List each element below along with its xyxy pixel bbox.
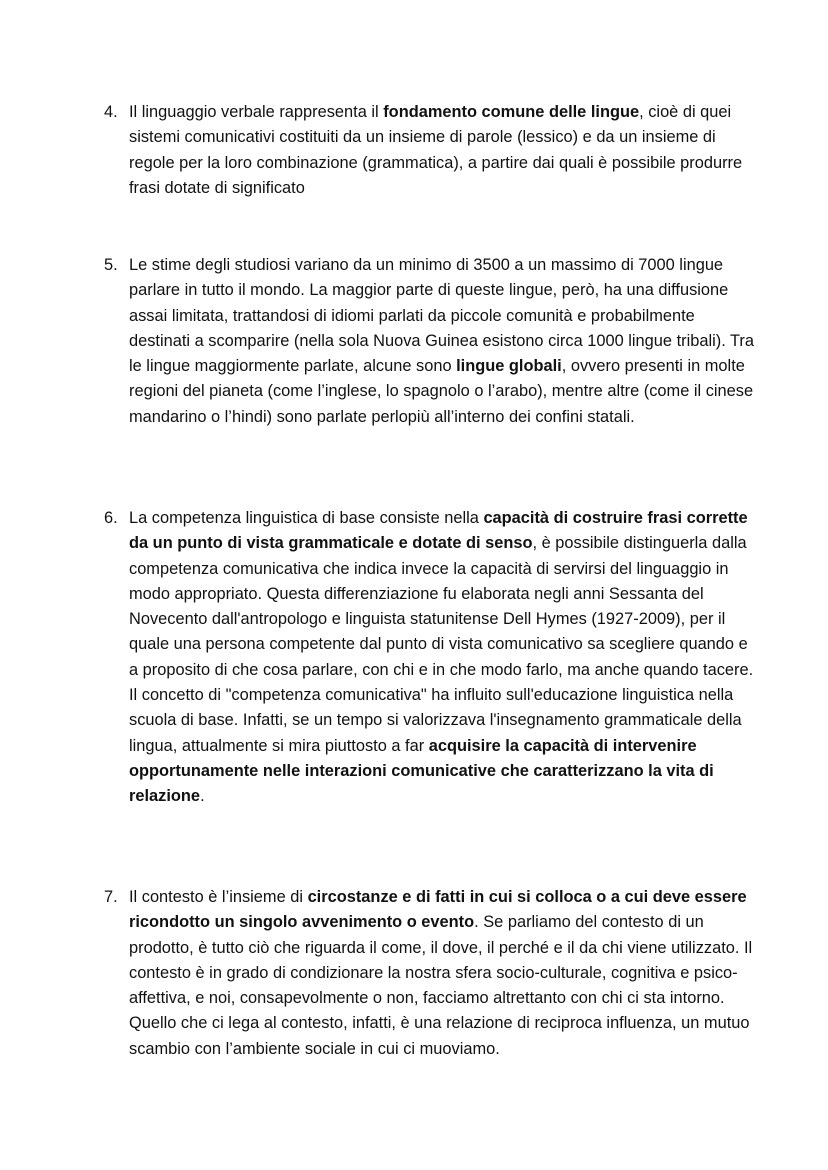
list-item-5 [104, 253, 754, 430]
item-number: 7. [104, 888, 118, 906]
bold-phrase: fondamento comune delle lingue [383, 103, 640, 121]
bold-phrase: lingue globali [456, 357, 562, 376]
bold-phrase: acquisire la capacità di intervenire opportunamente nelle interazioni comunicative che caratterizzano la vita di relazione [129, 736, 714, 806]
item-number: 6. [104, 509, 118, 527]
item-text: Il linguaggio verbale rappresenta il fondamento comune delle lingue, cioè di quei sistemi comunicativi costituiti da un insieme di parole (lessico) e da un insieme di regole per la loro combinazione (grammatica), a partire dai quali è possibile produrre frasi dotate di significato [129, 103, 743, 197]
list-item-6 [104, 506, 754, 810]
list-item-4 [104, 100, 754, 201]
item-text: La competenza linguistica di base consiste nella capacità di costruire frasi corrette da un punto di vista grammaticale e dotate di senso, è possibile distinguerla dalla competenza comunicativa che indica invece la capacità di servirsi del linguaggio in modo appropriato. Questa differenziazione fu elaborata negli anni Sessanta del Novecento dall'antropologo e linguista statunitense Dell Hymes (1927-2009), per il quale una persona competente dal punto di vista comunicativo sa scegliere quando e a proposito di che cosa parlare, con chi e in che modo farlo, ma anche quando tacere. Il concetto di "competenza comunicativa" ha influito sull'educazione linguistica nella scuola di base. Infatti, se un tempo si valorizzava l'insegnamento grammaticale della lingua, attualmente si mira piuttosto a far acquisire la capacità di intervenire opportunamente nelle interazioni comunicative che caratterizzano la vita di relazione. [129, 509, 754, 806]
item-number: 5. [104, 256, 118, 274]
list-item-7 [104, 885, 754, 1062]
bold-phrase: capacità di costruire frasi corrette da un punto di vista grammaticale e dotate di senso [129, 509, 748, 553]
item-text: Le stime degli studiosi variano da un minimo di 3500 a un massimo di 7000 lingue parlare in tutto il mondo. La maggior parte di queste lingue, però, ha una diffusione assai limitata, trattandosi di idiomi parlati da piccole comunità e probabilmente destinati a scomparire (nella sola Nuova Guinea esistono circa 1000 lingue tribali). Tra le lingue maggiormente parlate, alcune sono lingue globali, ovvero presenti in molte regioni del pianeta (come l’inglese, lo spagnolo o l’arabo), mentre altre (come il cinese mandarino o l’hindi) sono parlate perlopiù all’interno dei confini statali. [129, 256, 754, 426]
item-text: Il contesto è l’insieme di circostanze e di fatti in cui si colloca o a cui deve essere ricondotto un singolo avvenimento o evento. Se parliamo del contesto di un prodotto, è tutto ciò che riguarda il come, il dove, il perché e il da chi viene utilizzato. Il contesto è in grado di condizionare la nostra sfera socio-culturale, cognitiva e psico-affettiva, e noi, consapevolmente o non, facciamo altrettanto con chi ci sta intorno. Quello che ci lega al contesto, infatti, è una relazione di reciproca influenza, un mutuo scambio con l’ambiente sociale in cui ci muoviamo. [129, 888, 753, 1058]
bold-phrase: circostanze e di fatti in cui si colloca o a cui deve essere ricondotto un singolo avvenimento o evento [129, 888, 747, 932]
item-number: 4. [104, 103, 118, 121]
